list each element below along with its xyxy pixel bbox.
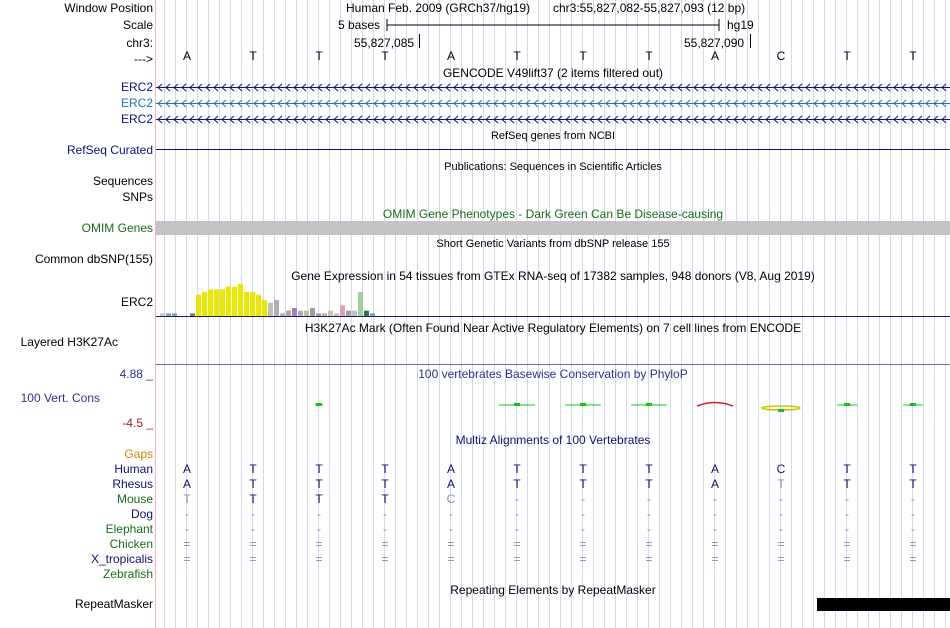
alignment-base: = [645,552,653,566]
cons-max-label: 4.88 _ [119,367,153,381]
alignment-base: = [447,537,455,551]
alignment-base: - [647,507,651,521]
alignment-base: T [777,477,785,491]
alignment-base: - [251,507,255,521]
coordinate-tick: 55,827,090 [684,36,745,50]
alignment-base: - [779,492,783,506]
scale-label: Scale [122,18,153,32]
base-letter: A [182,49,191,63]
phylop-score-bar [514,403,520,406]
scale-db: hg19 [727,18,754,32]
track-label-dbsnp[interactable]: Common dbSNP(155) [34,252,153,266]
alignment-base: - [515,492,519,506]
alignment-base: = [777,537,785,551]
base-letter: T [513,49,521,63]
alignment-base: - [911,522,915,536]
gtex-baseline [156,316,950,317]
gtex-tissue-bar[interactable] [310,308,315,316]
alignment-base: - [449,522,453,536]
alignment-base: T [909,462,917,476]
track-label-column [0,0,155,628]
alignment-base: C [446,492,456,506]
alignment-base: T [843,477,851,491]
scale-bar [386,18,722,32]
alignment-base: = [645,537,653,551]
h3k27ac-track-title[interactable]: H3K27Ac Mark (Often Found Near Active Regulatory Elements) on 7 cell lines from ENCODE [304,321,802,335]
gtex-tissue-bar[interactable] [262,300,267,316]
alignment-base: = [711,537,719,551]
strand-arrow-label: ---> [134,52,153,66]
alignment-base: - [779,507,783,521]
alignment-base: A [710,477,719,491]
publications-track-title[interactable]: Publications: Sequences in Scientific Articles [444,161,662,173]
base-letter: T [909,49,917,63]
alignment-base: A [182,462,191,476]
coordinate-tick-mark [750,34,751,48]
alignment-base: - [845,522,849,536]
alignment-base: C [776,462,786,476]
alignment-base: A [446,462,455,476]
alignment-base: T [315,492,323,506]
species-label[interactable]: Mouse [116,492,153,506]
gtex-tissue-bar[interactable] [292,308,297,316]
alignment-base: - [713,507,717,521]
alignment-base: = [909,552,917,566]
alignment-base: = [447,552,455,566]
alignment-base: = [513,552,521,566]
gtex-tissue-bar[interactable] [232,287,237,316]
base-letter: T [645,49,653,63]
gtex-tissue-bar[interactable] [340,305,345,316]
gtex-tissue-bar[interactable] [196,295,201,316]
alignment-base: = [183,552,191,566]
species-label[interactable]: Chicken [109,537,153,551]
cons-min-label: -4.5 _ [122,416,153,430]
alignment-base: T [315,477,323,491]
alignment-base: = [579,537,587,551]
alignment-base: T [183,492,191,506]
alignment-base: T [381,462,389,476]
alignment-base: T [513,477,521,491]
gencode-track-title[interactable]: GENCODE V49lift37 (2 items filtered out) [442,66,664,80]
alignment-base: T [579,477,587,491]
alignment-base: T [249,462,257,476]
base-letter: T [579,49,587,63]
gtex-tissue-bar[interactable] [268,303,273,316]
alignment-base: = [249,537,257,551]
base-letter: T [315,49,323,63]
alignment-base: - [515,522,519,536]
alignment-base: - [251,522,255,536]
track-label-erc2[interactable]: ERC2 [120,80,153,94]
base-letter: T [249,49,257,63]
gtex-tissue-bar[interactable] [226,287,231,316]
refseq-gene-line[interactable] [156,149,950,150]
alignment-base: - [713,522,717,536]
alignment-base: = [843,537,851,551]
alignment-base: = [513,537,521,551]
repeatmasker-track-title[interactable]: Repeating Elements by RepeatMasker [450,583,656,597]
alignment-base: = [249,552,257,566]
phylop-negative-curve [697,403,733,407]
alignment-base: = [579,552,587,566]
gene-model-erc2[interactable] [156,83,950,92]
refseq-track-title[interactable]: RefSeq genes from NCBI [490,130,616,142]
alignment-base: - [317,522,321,536]
track-label-gaps[interactable]: Gaps [124,447,153,461]
alignment-base: T [381,477,389,491]
species-label[interactable]: Dog [130,507,153,521]
track-label-gtex[interactable]: ERC2 [120,295,153,309]
alignment-base: T [513,462,521,476]
position-readout: chr3:55,827,082-55,827,093 (12 bp) [553,1,746,15]
alignment-base: - [845,492,849,506]
h3k27ac-baseline [156,364,950,365]
alignment-base: A [710,462,719,476]
species-label[interactable]: X_tropicalis [90,552,153,566]
track-label-omim[interactable]: OMIM Genes [81,221,153,235]
gtex-tissue-bar[interactable] [250,292,255,316]
alignment-base: - [449,507,453,521]
alignment-base: = [843,552,851,566]
track-label-erc2[interactable]: ERC2 [120,96,153,110]
window-position-label: Window Position [64,1,153,15]
alignment-base: T [843,462,851,476]
alignment-base: T [315,462,323,476]
alignment-base: = [381,537,389,551]
phylop-track-title[interactable]: 100 vertebrates Basewise Conservation by PhyloP [418,367,688,381]
track-label-h3k27ac[interactable]: Layered H3K27Ac [20,335,118,349]
alignment-base: T [381,492,389,506]
species-label[interactable]: Zebrafish [102,567,153,581]
gtex-tissue-bar[interactable] [256,295,261,316]
gtex-tissue-bar[interactable] [220,289,225,316]
alignment-base: = [315,552,323,566]
gtex-tissue-bar[interactable] [214,289,219,316]
track-label-sequences[interactable]: Sequences [92,174,153,188]
alignment-base: = [909,537,917,551]
species-label[interactable]: Rhesus [112,477,153,491]
phylop-score-bar [580,403,586,406]
alignment-base: = [381,552,389,566]
scale-bases: 5 bases [338,18,381,32]
base-letter: C [776,49,786,63]
repeat-element[interactable] [817,598,950,611]
alignment-base: = [315,537,323,551]
gtex-tissue-bar[interactable] [238,284,243,316]
alignment-base: T [645,477,653,491]
gene-model-erc2[interactable] [156,99,950,108]
alignment-base: - [845,507,849,521]
alignment-base: T [645,462,653,476]
base-letter: T [381,49,389,63]
alignment-base: - [185,507,189,521]
coordinate-tick: 55,827,085 [354,36,415,50]
gene-model-erc2[interactable] [156,115,950,124]
gtex-tissue-bar[interactable] [358,292,363,316]
gtex-tissue-bar[interactable] [244,292,249,316]
omim-track-title[interactable]: OMIM Gene Phenotypes - Dark Green Can Be Disease-causing [382,207,724,221]
alignment-base: - [647,522,651,536]
alignment-base: A [182,477,191,491]
multiz-track-title[interactable]: Multiz Alignments of 100 Vertebrates [455,433,651,447]
alignment-base: = [777,552,785,566]
track-label-erc2[interactable]: ERC2 [120,112,153,126]
species-label[interactable]: Elephant [105,522,153,536]
track-label-cons[interactable]: 100 Vert. Cons [20,391,100,405]
phylop-score-bar [910,403,916,406]
assembly-title: Human Feb. 2009 (GRCh37/hg19) [346,1,531,15]
dbsnp-track-title[interactable]: Short Genetic Variants from dbSNP release 155 [436,238,670,250]
alignment-base: - [383,507,387,521]
gtex-tissue-bar[interactable] [202,292,207,316]
track-label-snps[interactable]: SNPs [122,190,153,204]
phylop-score-bar [778,409,784,412]
coordinate-tick-mark [419,34,420,48]
alignment-base: - [911,507,915,521]
phylop-score-bar [646,403,652,406]
gtex-tissue-bar[interactable] [208,289,213,316]
alignment-base: - [713,492,717,506]
alignment-base: - [911,492,915,506]
alignment-base: A [446,477,455,491]
alignment-base: - [317,507,321,521]
alignment-base: - [581,522,585,536]
alignment-base: - [185,522,189,536]
gtex-bar-chart[interactable] [156,284,950,318]
chrom-label: chr3: [126,36,153,50]
alignment-base: T [909,477,917,491]
track-label-refseq[interactable]: RefSeq Curated [66,143,153,157]
alignment-base: - [647,492,651,506]
alignment-base: T [249,492,257,506]
gtex-tissue-bar[interactable] [274,300,279,316]
alignment-base: - [581,492,585,506]
alignment-base: - [779,522,783,536]
phylop-conservation-plot[interactable] [156,395,950,417]
species-label[interactable]: Human [114,462,153,476]
phylop-score-bar [316,403,322,406]
alignment-base: T [249,477,257,491]
base-letter: A [710,49,719,63]
track-label-repeatmasker[interactable]: RepeatMasker [74,597,153,611]
base-letter: T [843,49,851,63]
alignment-base: = [183,537,191,551]
alignment-base: - [515,507,519,521]
gtex-track-title[interactable]: Gene Expression in 54 tissues from GTEx RNA-seq of 17382 samples, 948 donors (V8, Aug 2019) [291,269,815,283]
omim-feature-bar[interactable] [156,221,950,235]
phylop-score-bar [844,403,850,406]
base-letter: A [446,49,455,63]
alignment-base: - [581,507,585,521]
alignment-base: = [711,552,719,566]
alignment-base: - [383,522,387,536]
alignment-base: T [579,462,587,476]
